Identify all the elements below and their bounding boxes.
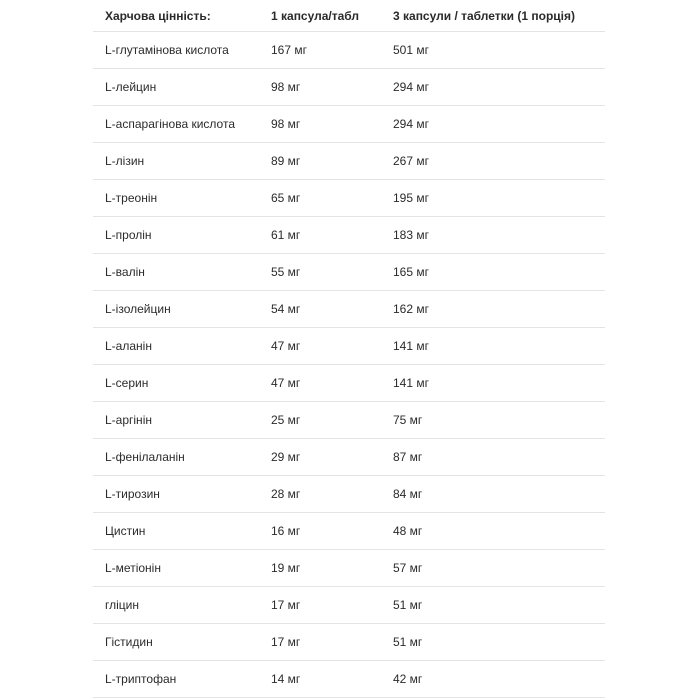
table-row (93, 32, 605, 69)
table-row (93, 402, 605, 439)
table-row (93, 365, 605, 402)
table-row (93, 291, 605, 328)
header-row (93, 0, 605, 32)
per-capsule-value: 61 мг (259, 217, 381, 254)
per-capsule-value: 98 мг (259, 106, 381, 143)
table-row (93, 476, 605, 513)
per-capsule-value: 98 мг (259, 69, 381, 106)
per-capsule-value: 29 мг (259, 439, 381, 476)
per-capsule-value: 47 мг (259, 365, 381, 402)
table-row (93, 254, 605, 291)
nutrient-name: L-триптофан (93, 661, 259, 698)
nutrient-name: L-аспарагінова кислота (93, 106, 259, 143)
table-row (93, 328, 605, 365)
per-serving-value: 165 мг (381, 254, 605, 291)
per-capsule-value: 167 мг (259, 32, 381, 69)
per-serving-value: 162 мг (381, 291, 605, 328)
per-capsule-value: 65 мг (259, 180, 381, 217)
per-serving-value: 75 мг (381, 402, 605, 439)
table-row (93, 217, 605, 254)
table-row (93, 513, 605, 550)
per-capsule-value: 17 мг (259, 624, 381, 661)
per-capsule-value: 89 мг (259, 143, 381, 180)
per-serving-value: 57 мг (381, 550, 605, 587)
per-serving-value: 267 мг (381, 143, 605, 180)
per-serving-value: 51 мг (381, 624, 605, 661)
table-row (93, 69, 605, 106)
nutrition-table-container (93, 0, 605, 698)
nutrient-name: Цистин (93, 513, 259, 550)
per-serving-value: 87 мг (381, 439, 605, 476)
table-header (93, 0, 605, 32)
per-capsule-value: 16 мг (259, 513, 381, 550)
table-row (93, 106, 605, 143)
table-row (93, 180, 605, 217)
per-capsule-value: 19 мг (259, 550, 381, 587)
table-row (93, 439, 605, 476)
per-serving-value: 294 мг (381, 106, 605, 143)
per-capsule-value: 25 мг (259, 402, 381, 439)
per-serving-value: 141 мг (381, 365, 605, 402)
nutrient-name: гліцин (93, 587, 259, 624)
table-row (93, 661, 605, 698)
nutrient-name: L-аланін (93, 328, 259, 365)
per-serving-value: 48 мг (381, 513, 605, 550)
nutrient-name: L-лізин (93, 143, 259, 180)
per-capsule-value: 54 мг (259, 291, 381, 328)
nutrient-name: L-тирозин (93, 476, 259, 513)
header-per-capsule: 1 капсула/табл (259, 0, 381, 32)
table-row (93, 143, 605, 180)
nutrient-name: L-лейцин (93, 69, 259, 106)
per-capsule-value: 17 мг (259, 587, 381, 624)
nutrition-table (93, 0, 605, 698)
table-body (93, 32, 605, 698)
per-serving-value: 183 мг (381, 217, 605, 254)
per-serving-value: 42 мг (381, 661, 605, 698)
per-capsule-value: 14 мг (259, 661, 381, 698)
per-serving-value: 195 мг (381, 180, 605, 217)
per-capsule-value: 47 мг (259, 328, 381, 365)
nutrient-name: L-пролін (93, 217, 259, 254)
table-row (93, 624, 605, 661)
per-serving-value: 84 мг (381, 476, 605, 513)
table-row (93, 550, 605, 587)
per-serving-value: 294 мг (381, 69, 605, 106)
nutrient-name: L-ізолейцин (93, 291, 259, 328)
table-row (93, 587, 605, 624)
per-serving-value: 141 мг (381, 328, 605, 365)
nutrient-name: L-треонін (93, 180, 259, 217)
per-capsule-value: 55 мг (259, 254, 381, 291)
per-capsule-value: 28 мг (259, 476, 381, 513)
nutrient-name: L-валін (93, 254, 259, 291)
nutrient-name: L-глутамінова кислота (93, 32, 259, 69)
per-serving-value: 501 мг (381, 32, 605, 69)
nutrient-name: L-серин (93, 365, 259, 402)
nutrient-name: Гістидин (93, 624, 259, 661)
nutrient-name: L-аргінін (93, 402, 259, 439)
nutrient-name: L-метіонін (93, 550, 259, 587)
header-nutrient: Харчова цінність: (93, 0, 259, 32)
header-per-serving: 3 капсули / таблетки (1 порція) (381, 0, 605, 32)
nutrient-name: L-фенілаланін (93, 439, 259, 476)
per-serving-value: 51 мг (381, 587, 605, 624)
